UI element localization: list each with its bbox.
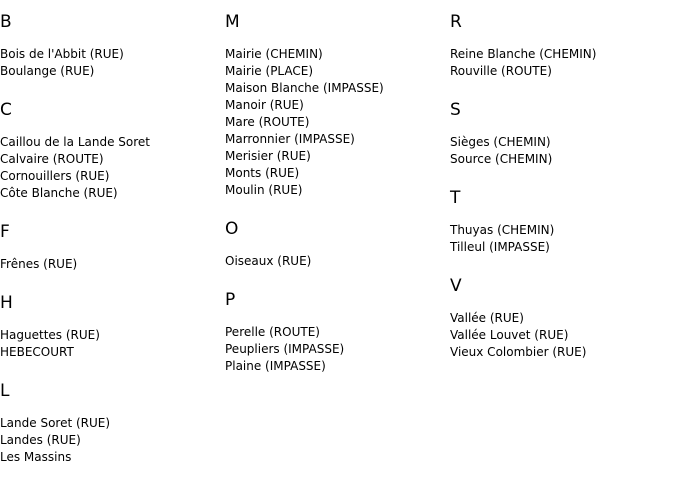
group-spacer [450,80,675,88]
street-item[interactable]: Côte Blanche (RUE) [0,186,118,200]
street-item[interactable]: Les Massins [0,450,72,464]
street-list [450,134,675,168]
street-item[interactable]: Vieux Colombier (RUE) [450,345,587,359]
group-spacer [0,361,225,369]
index-column-3 [450,0,675,361]
street-item[interactable]: Vallée Louvet (RUE) [450,328,569,342]
street-item[interactable]: Peupliers (IMPASSE) [225,342,345,356]
street-item[interactable]: Mare (ROUTE) [225,115,310,129]
letter-group-h [0,293,225,361]
letter-group-s [450,100,675,168]
street-item[interactable]: Boulange (RUE) [0,64,95,78]
street-item[interactable]: Landes (RUE) [0,433,81,447]
letter-group-b [0,12,225,80]
street-list [0,327,225,361]
index-column-1 [0,0,225,466]
street-item[interactable]: Manoir (RUE) [225,98,304,112]
letter-heading: V [450,276,462,296]
group-spacer [450,256,675,264]
group-spacer [0,273,225,281]
letter-group-o [225,219,450,270]
street-item[interactable]: Reine Blanche (CHEMIN) [450,47,597,61]
street-list [0,134,225,202]
street-item[interactable]: Moulin (RUE) [225,183,303,197]
street-item[interactable]: Source (CHEMIN) [450,152,553,166]
street-item[interactable]: Bois de l'Abbit (RUE) [0,47,124,61]
index-column-2 [225,0,450,375]
letter-group-p [225,290,450,375]
letter-heading: C [0,100,12,120]
letter-heading: B [0,12,12,32]
letter-group-f [0,222,225,273]
letter-heading: L [0,381,10,401]
street-list [225,253,450,270]
group-spacer [225,199,450,207]
street-item[interactable]: Perelle (ROUTE) [225,325,320,339]
street-item[interactable]: Sièges (CHEMIN) [450,135,551,149]
street-item[interactable]: Lande Soret (RUE) [0,416,111,430]
street-item[interactable]: Haguettes (RUE) [0,328,100,342]
street-list [450,222,675,256]
letter-group-m [225,12,450,199]
letter-group-t [450,188,675,256]
group-spacer [0,202,225,210]
street-item[interactable]: Vallée (RUE) [450,311,524,325]
street-item[interactable]: Caillou de la Lande Soret [0,135,150,149]
letter-heading: P [225,290,236,310]
letter-group-v [450,276,675,361]
street-list [225,324,450,375]
group-spacer [0,80,225,88]
group-spacer [225,270,450,278]
letter-heading: F [0,222,10,242]
street-list [450,46,675,80]
street-item[interactable]: Marronnier (IMPASSE) [225,132,355,146]
street-item[interactable]: Tilleul (IMPASSE) [450,240,550,254]
street-item[interactable]: Thuyas (CHEMIN) [450,223,555,237]
letter-heading: M [225,12,240,32]
street-item[interactable]: Merisier (RUE) [225,149,311,163]
street-item[interactable]: HEBECOURT [0,345,74,359]
street-item[interactable]: Maison Blanche (IMPASSE) [225,81,384,95]
letter-heading: R [450,12,462,32]
letter-heading: S [450,100,461,120]
letter-group-l [0,381,225,466]
street-list [0,256,225,273]
street-item[interactable]: Cornouillers (RUE) [0,169,110,183]
street-item[interactable]: Calvaire (ROUTE) [0,152,104,166]
street-item[interactable]: Plaine (IMPASSE) [225,359,326,373]
street-item[interactable]: Rouville (ROUTE) [450,64,552,78]
street-item[interactable]: Mairie (CHEMIN) [225,47,323,61]
street-item[interactable]: Oiseaux (RUE) [225,254,312,268]
letter-heading: O [225,219,239,239]
letter-group-c [0,100,225,202]
letter-group-r [450,12,675,80]
street-item[interactable]: Monts (RUE) [225,166,300,180]
street-list [0,415,225,466]
street-list [0,46,225,80]
letter-heading: H [0,293,13,313]
street-list [225,46,450,199]
street-item[interactable]: Mairie (PLACE) [225,64,314,78]
group-spacer [450,168,675,176]
letter-heading: T [450,188,461,208]
street-list [450,310,675,361]
street-item[interactable]: Frênes (RUE) [0,257,78,271]
